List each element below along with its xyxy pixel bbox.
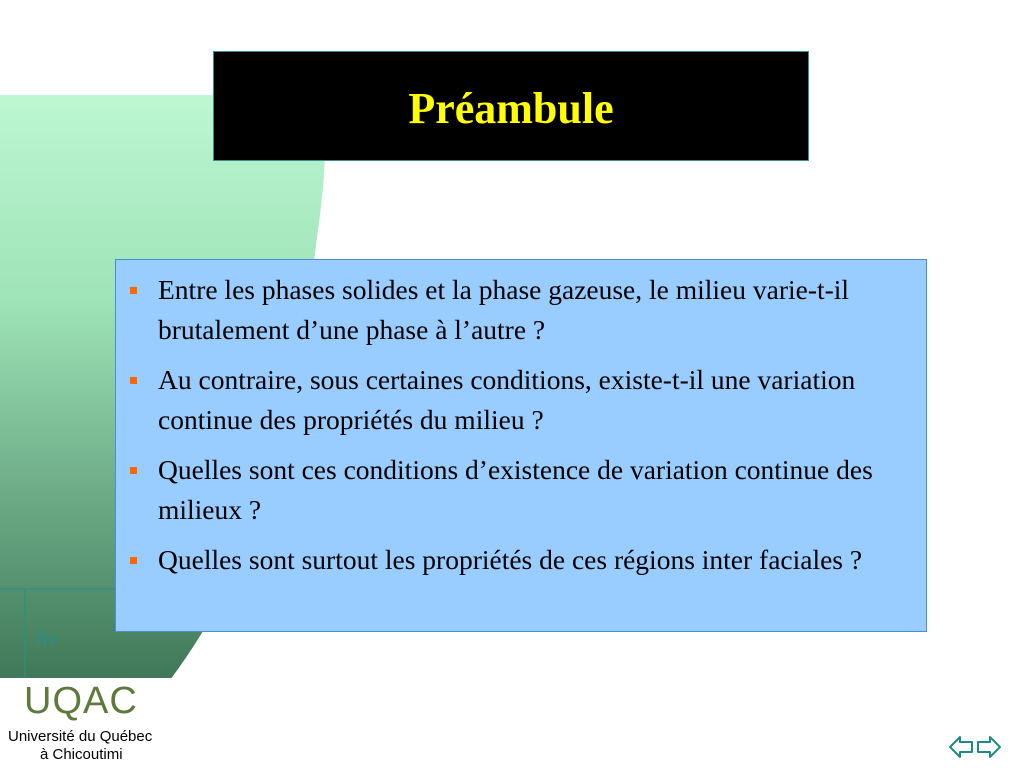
logo-line-1: Université du Québec [8,728,153,745]
left-right-arrows-icon[interactable] [948,733,1002,761]
bullet-item-1 [128,270,904,350]
bullet-text: Entre les phases solides et la phase gazeuse, le milieu varie-t-il brutalement d’une phase à l’autre ? [158,274,850,345]
bullet-square-icon [130,557,137,564]
bullet-list [128,270,904,580]
bullet-square-icon [130,377,137,384]
bullet-text: Quelles sont ces conditions d’existence de variation continue des milieux ? [158,454,873,525]
title-box [213,51,809,161]
content-box [115,259,927,632]
logo-line-2: à Chicoutimi [40,746,123,763]
bullet-text: Au contraire, sous certaines conditions, existe-t-il une variation continue des propriétés du milieu ? [158,364,856,435]
uqac-logo [0,678,175,768]
logo-mark: UQAC [24,680,138,722]
bullet-square-icon [130,467,137,474]
slide-title: Préambule [408,83,614,133]
bullet-text: Quelles sont surtout les propriétés de ces régions inter faciales ? [158,544,863,575]
bullet-square-icon [130,287,137,294]
bullet-item-4 [128,540,904,580]
hv-label: hν [36,626,59,652]
bullet-item-3 [128,450,904,530]
bullet-item-2 [128,360,904,440]
